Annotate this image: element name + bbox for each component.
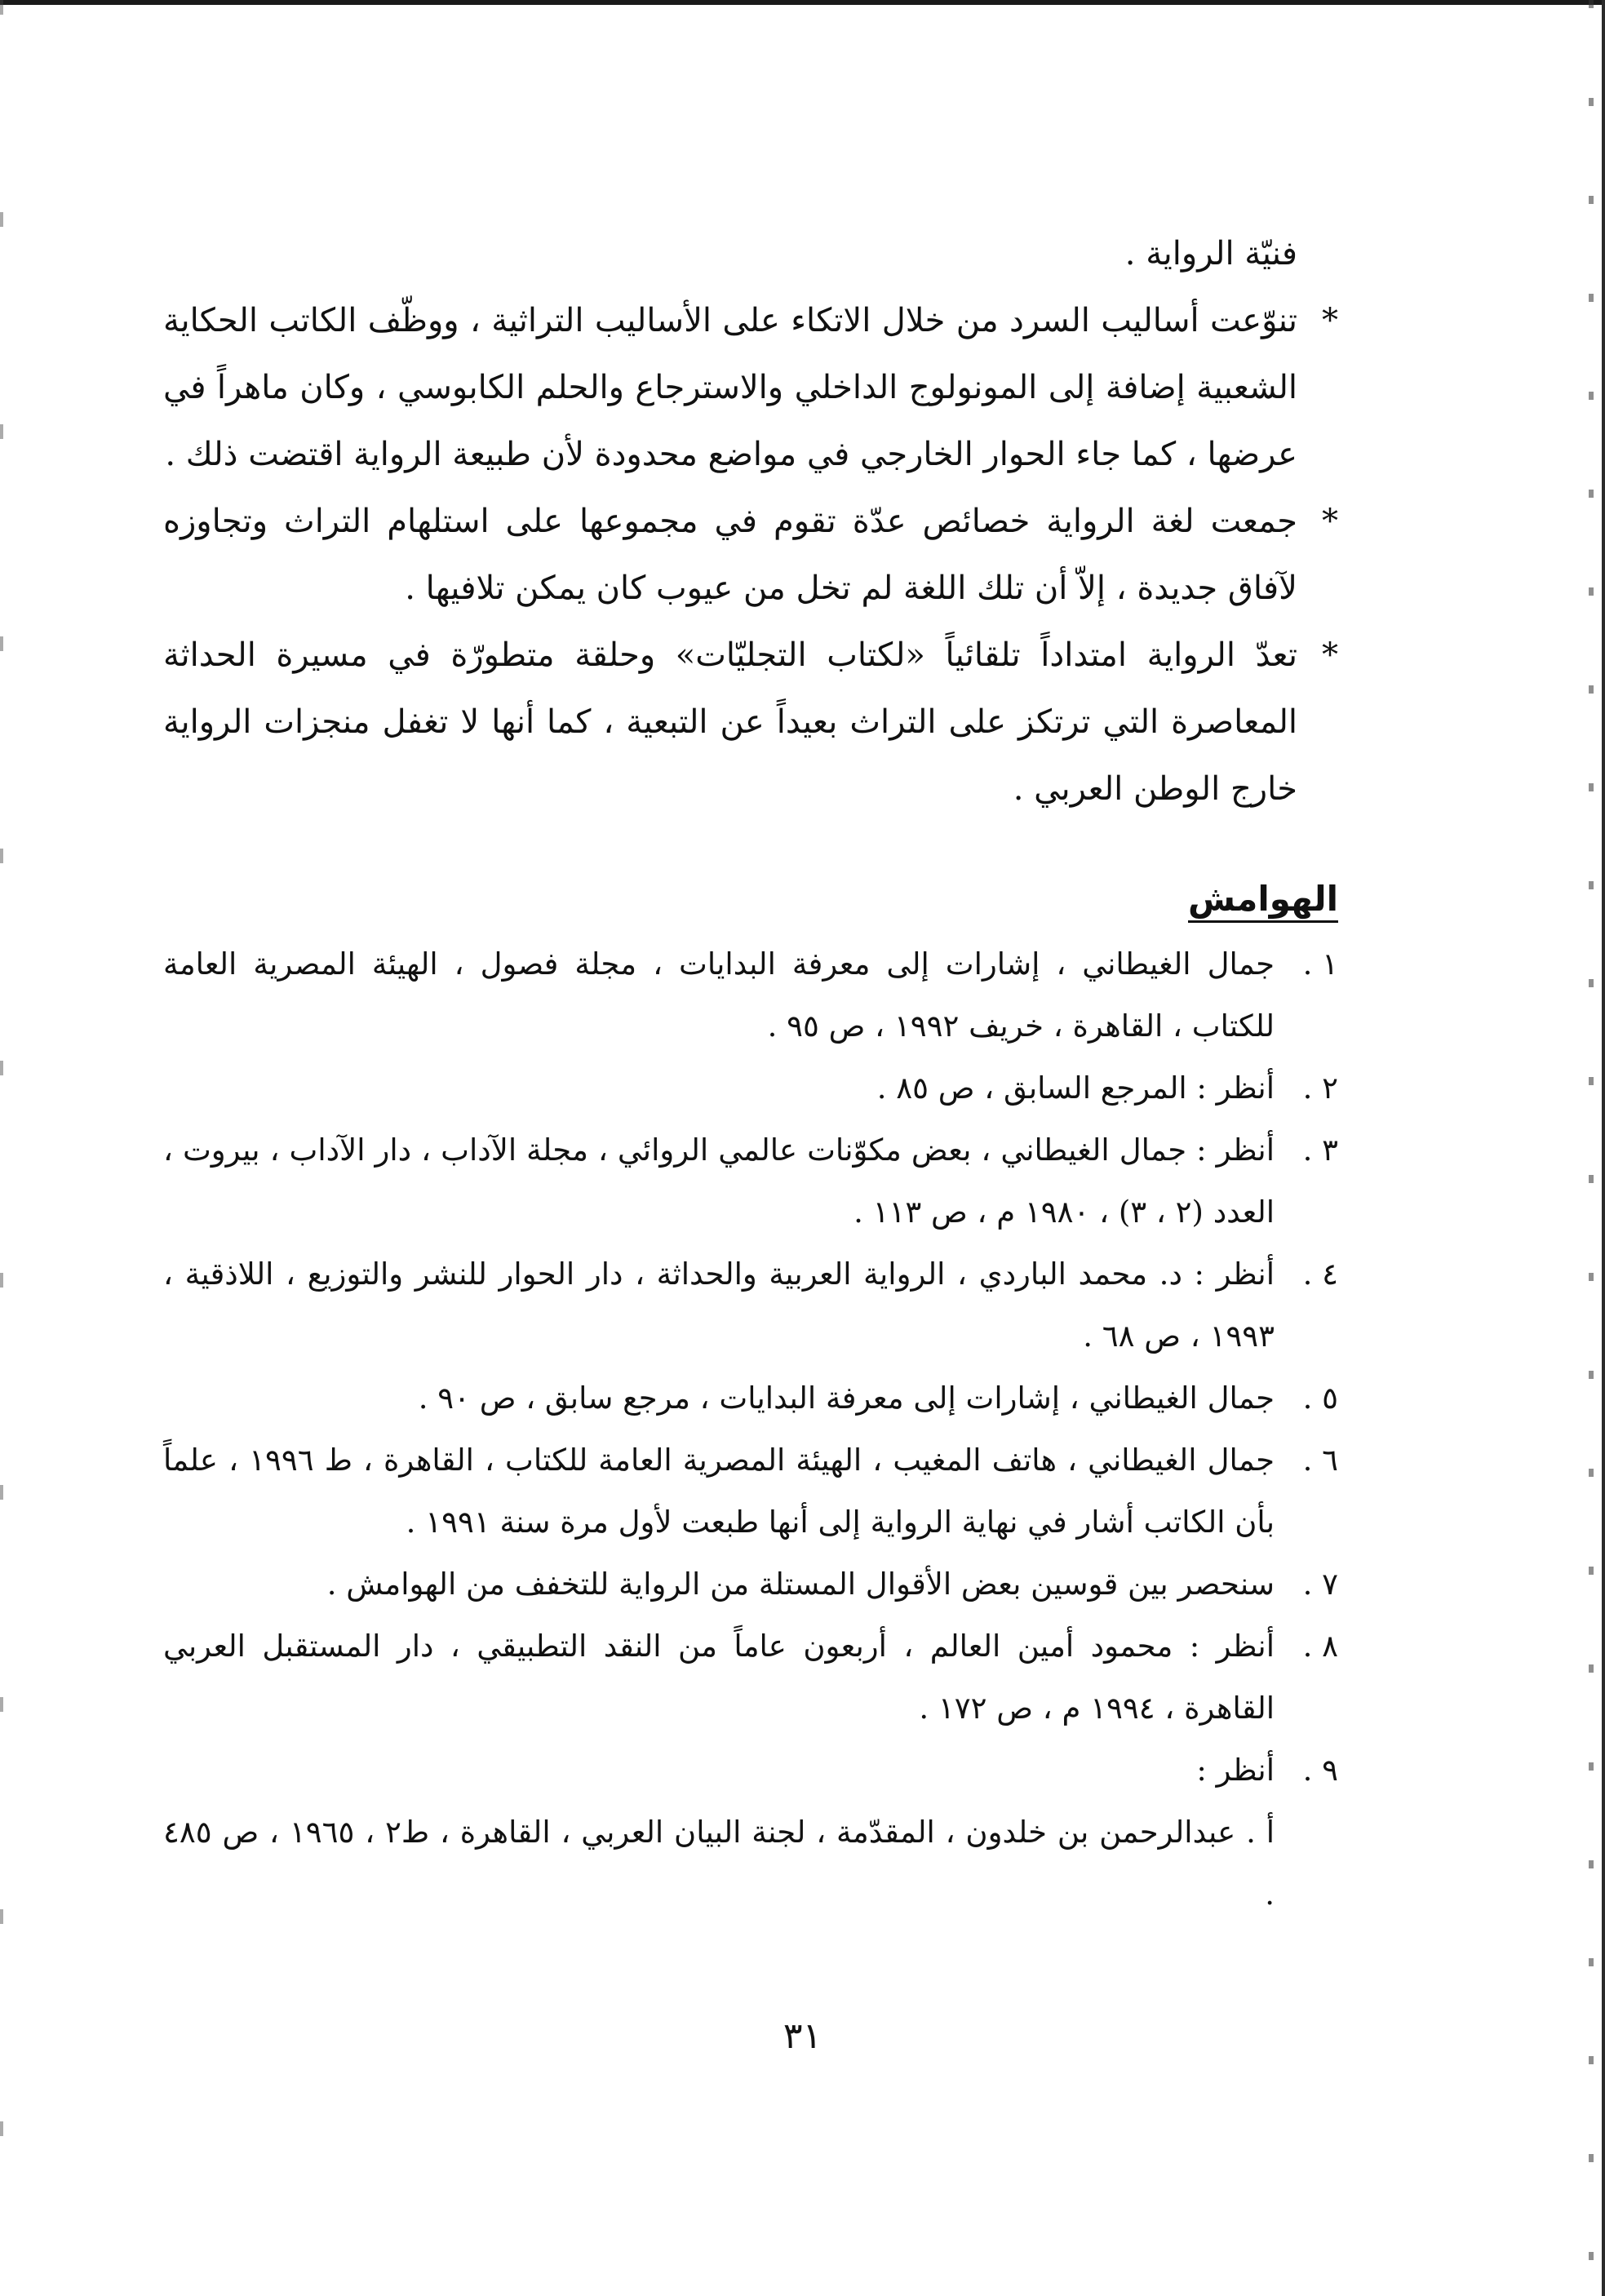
scan-edge-top	[0, 0, 1605, 5]
footnote-text: جمال الغيطاني ، إشارات إلى معرفة البدايات ، مرجع سابق ، ص ٩٠ .	[418, 1381, 1275, 1416]
bullet-paragraph-3	[163, 622, 1338, 822]
footnote-text: أنظر : جمال الغيطاني ، بعض مكوّنات عالمي الروائي ، مجلة الآداب ، دار الآداب ، بيروت ، العدد (٢ ، ٣) ، ١٩٨٠ م ، ص ١١٣ .	[163, 1132, 1275, 1230]
paragraph-text: تعدّ الرواية امتداداً تلقائياً «لكتاب التجليّات» وحلقة متطورّة في مسيرة الحداثة المعاصرة التي ترتكز على التراث بعيداً عن التبعية ، كما أنها لا تغفل منجزات الرواية خارج الوطن العربي .	[163, 636, 1297, 808]
footnote-item	[163, 1243, 1338, 1367]
footnote-number: ٨ .	[1302, 1629, 1338, 1664]
footnote-text: جمال الغيطاني ، هاتف المغيب ، الهيئة المصرية العامة للكتاب ، القاهرة ، ط ١٩٩٦ ، علماً بأن الكاتب أشار في نهاية الرواية إلى أنها طبعت لأول مرة سنة ١٩٩١ .	[163, 1443, 1275, 1540]
heading-underline	[1188, 920, 1338, 923]
footnote-item	[163, 1740, 1338, 1802]
footnote-item	[163, 1616, 1338, 1740]
footnote-item	[163, 1057, 1338, 1119]
footnotes-heading	[1188, 867, 1338, 923]
footnote-number: ٥ .	[1302, 1381, 1338, 1416]
footnote-number: ٢ .	[1302, 1070, 1338, 1106]
bullet-paragraph-2	[163, 488, 1338, 622]
footnote-item	[163, 1119, 1338, 1243]
footnote-number: ٧ .	[1302, 1567, 1338, 1602]
footnote-number: ٩ .	[1302, 1753, 1338, 1788]
footnote-subitem-text: عبدالرحمن بن خلدون ، المقدّمة ، لجنة البيان العربي ، القاهرة ، ط٢ ، ١٩٦٥ ، ص ٤٨٥ .	[163, 1815, 1275, 1912]
footnote-text: أنظر :	[1196, 1753, 1275, 1788]
footnote-text: أنظر : المرجع السابق ، ص ٨٥ .	[876, 1070, 1275, 1106]
footnote-item	[163, 1367, 1338, 1429]
footnote-list	[163, 933, 1338, 1926]
footnote-number: ٣ .	[1302, 1132, 1338, 1168]
footnote-number: ١ .	[1302, 946, 1338, 982]
footnote-text: أنظر : محمود أمين العالم ، أربعون عاماً من النقد التطبيقي ، دار المستقبل العربي القاهرة ، ١٩٩٤ م ، ص ١٧٢ .	[163, 1629, 1275, 1726]
footnote-item	[163, 933, 1338, 1057]
bullet-star-icon: *	[1322, 503, 1338, 540]
page-number: ٣١	[783, 2015, 822, 2057]
bullet-star-icon: *	[1322, 302, 1338, 339]
footnote-text: جمال الغيطاني ، إشارات إلى معرفة البدايات ، مجلة فصول ، الهيئة المصرية العامة للكتاب ، القاهرة ، خريف ١٩٩٢ ، ص ٩٥ .	[163, 946, 1275, 1044]
page-content	[163, 220, 1338, 1926]
bullet-star-icon: *	[1322, 636, 1338, 674]
footnote-number: ٦ .	[1302, 1443, 1338, 1478]
scan-edge-marks-right	[1589, 0, 1594, 2296]
paragraph-text: تنوّعت أساليب السرد من خلال الاتكاء على الأساليب التراثية ، ووظّف الكاتب الحكاية الشعبية إضافة إلى المونولوج الداخلي والاسترجاع والحلم الكابوسي ، وكان ماهراً في عرضها ، كما جاء الحوار الخارجي في مواضع محدودة لأن طبيعة الرواية اقتضت ذلك .	[163, 302, 1298, 473]
footnote-subitem	[163, 1802, 1338, 1926]
paragraph-text: جمعت لغة الرواية خصائص عدّة تقوم في مجموعها على استلهام التراث وتجاوزه لآفاق جديدة ، إلاّ أن تلك اللغة لم تخل من عيوب كان يمكن تلافيها .	[163, 503, 1297, 607]
bullet-paragraph-1	[163, 287, 1338, 488]
footnotes-heading-text: الهوامش	[1188, 879, 1338, 919]
scan-edge-marks-left	[0, 0, 3, 2296]
footnote-text: سنحصر بين قوسين بعض الأقوال المستلة من الرواية للتخفف من الهوامش .	[326, 1567, 1275, 1602]
footnote-subitem-label: أ .	[1246, 1815, 1275, 1850]
footnote-text: أنظر : د. محمد الباردي ، الرواية العربية والحداثة ، دار الحوار للنشر والتوزيع ، اللاذقية ، ١٩٩٣ ، ص ٦٨ .	[163, 1257, 1275, 1354]
footnote-number: ٤ .	[1302, 1257, 1338, 1292]
scan-edge-right	[1602, 0, 1605, 2296]
footnote-item	[163, 1429, 1338, 1554]
footnote-item	[163, 1554, 1338, 1616]
lead-line: فنيّة الرواية .	[1124, 235, 1297, 273]
